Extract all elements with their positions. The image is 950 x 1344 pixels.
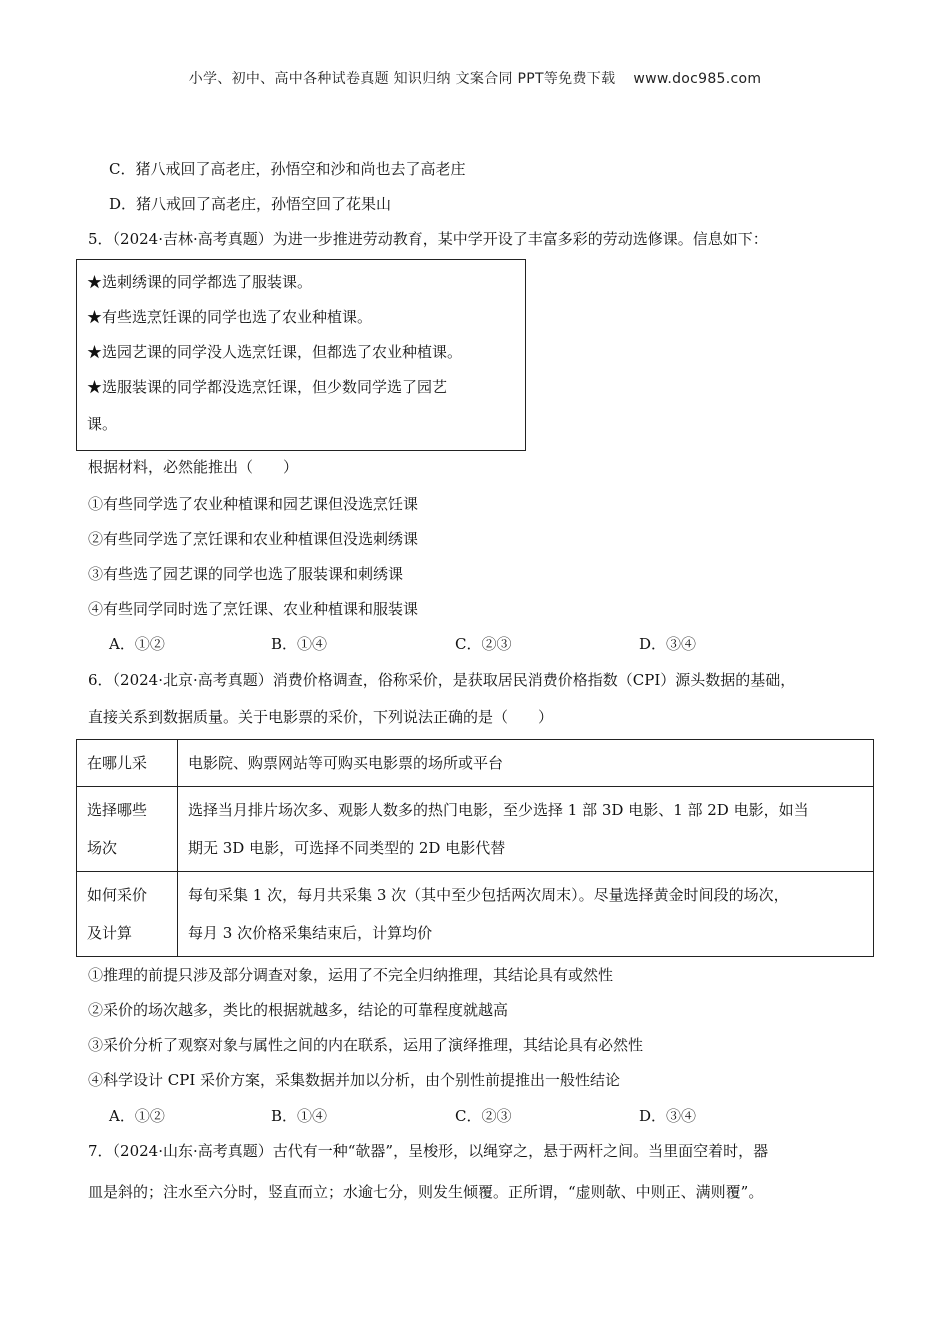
q6-statement: ①推理的前提只涉及部分调查对象，运用了不完全归纳推理，其结论具有或然性 xyxy=(88,966,614,984)
q6-option-b[interactable]: B．①④ xyxy=(271,1107,328,1125)
table-content-cell: 选择当月排片场次多、观影人数多的热门电影，至少选择 1 部 3D 电影、1 部 2D 电影，如当 期无 3D 电影，可选择不同类型的 2D 电影代替 xyxy=(178,787,874,872)
q6-stem-line2: 直接关系到数据质量。关于电影票的采价，下列说法正确的是（ ） xyxy=(88,708,554,726)
q6-option-a[interactable]: A．①② xyxy=(109,1107,165,1125)
table-row xyxy=(77,787,874,872)
q5-option-d[interactable]: D．③④ xyxy=(639,635,697,653)
table-content-cell: 每旬采集 1 次，每月共采集 3 次（其中至少包括两次周末）。尽量选择黄金时间段的场次， 每月 3 次价格采集结束后，计算均价 xyxy=(178,872,874,957)
q5-option-a[interactable]: A．①② xyxy=(109,635,165,653)
q5-option-c[interactable]: C．②③ xyxy=(455,635,512,653)
header-text: 小学、初中、高中各种试卷真题 知识归纳 文案合同 PPT等免费下载 xyxy=(188,71,616,87)
q6-statement: ②采价的场次越多，类比的根据就越多，结论的可靠程度就越高 xyxy=(88,1001,509,1019)
cpi-table xyxy=(76,739,874,957)
q5-box-line: 课。 xyxy=(87,415,118,433)
q5-option-b[interactable]: B．①④ xyxy=(271,635,328,653)
q5-statement: ①有些同学选了农业种植课和园艺课但没选烹饪课 xyxy=(88,495,419,513)
q5-statement: ②有些同学选了烹饪课和农业种植课但没选刺绣课 xyxy=(88,530,419,548)
table-label-cell: 选择哪些 场次 xyxy=(77,787,178,872)
q5-box-line: ★选刺绣课的同学都选了服装课。 xyxy=(87,273,313,291)
header-url[interactable]: www.doc985.com xyxy=(633,71,762,87)
q5-box-line: ★有些选烹饪课的同学也选了农业种植课。 xyxy=(87,308,373,326)
q6-statement: ④科学设计 CPI 采价方案，采集数据并加以分析，由个别性前提推出一般性结论 xyxy=(88,1071,621,1089)
q5-statement: ③有些选了园艺课的同学也选了服装课和刺绣课 xyxy=(88,565,404,583)
q5-box-line: ★选园艺课的同学没人选烹饪课，但都选了农业种植课。 xyxy=(87,343,463,361)
page-header xyxy=(0,68,950,88)
q5-prompt: 根据材料，必然能推出（ ） xyxy=(88,458,299,476)
table-label-cell: 如何采价 及计算 xyxy=(77,872,178,957)
q7-line2: 皿是斜的；注水至六分时，竖直而立；水逾七分，则发生倾覆。正所谓，“虚则欹、中则正、满则覆”。 xyxy=(88,1183,764,1201)
q7-line1: 7．（2024·山东·高考真题）古代有一种“欹器”，呈梭形，以绳穿之，悬于两杆之间。当里面空着时，器 xyxy=(88,1142,769,1160)
q5-box-line: ★选服装课的同学都没选烹饪课，但少数同学选了园艺 xyxy=(87,378,448,396)
table-row xyxy=(77,872,874,957)
q5-stem: 5．（2024·吉林·高考真题）为进一步推进劳动教育，某中学开设了丰富多彩的劳动选修课。信息如下： xyxy=(88,230,768,248)
table-label-cell: 在哪儿采 xyxy=(77,740,178,787)
q6-option-d[interactable]: D．③④ xyxy=(639,1107,697,1125)
table-row xyxy=(77,740,874,787)
table-content-cell: 电影院、购票网站等可购买电影票的场所或平台 xyxy=(178,740,874,787)
q6-statement: ③采价分析了观察对象与属性之间的内在联系，运用了演绎推理，其结论具有必然性 xyxy=(88,1036,644,1054)
q4-option-c: C．猪八戒回了高老庄，孙悟空和沙和尚也去了高老庄 xyxy=(109,160,466,178)
q5-statement: ④有些同学同时选了烹饪课、农业种植课和服装课 xyxy=(88,600,419,618)
q6-stem-line1: 6．（2024·北京·高考真题）消费价格调查，俗称采价，是获取居民消费价格指数（CPI）源头数据的基础， xyxy=(88,671,796,689)
q6-option-c[interactable]: C．②③ xyxy=(455,1107,512,1125)
q4-option-d: D．猪八戒回了高老庄，孙悟空回了花果山 xyxy=(109,195,392,213)
q5-info-box xyxy=(76,259,526,451)
